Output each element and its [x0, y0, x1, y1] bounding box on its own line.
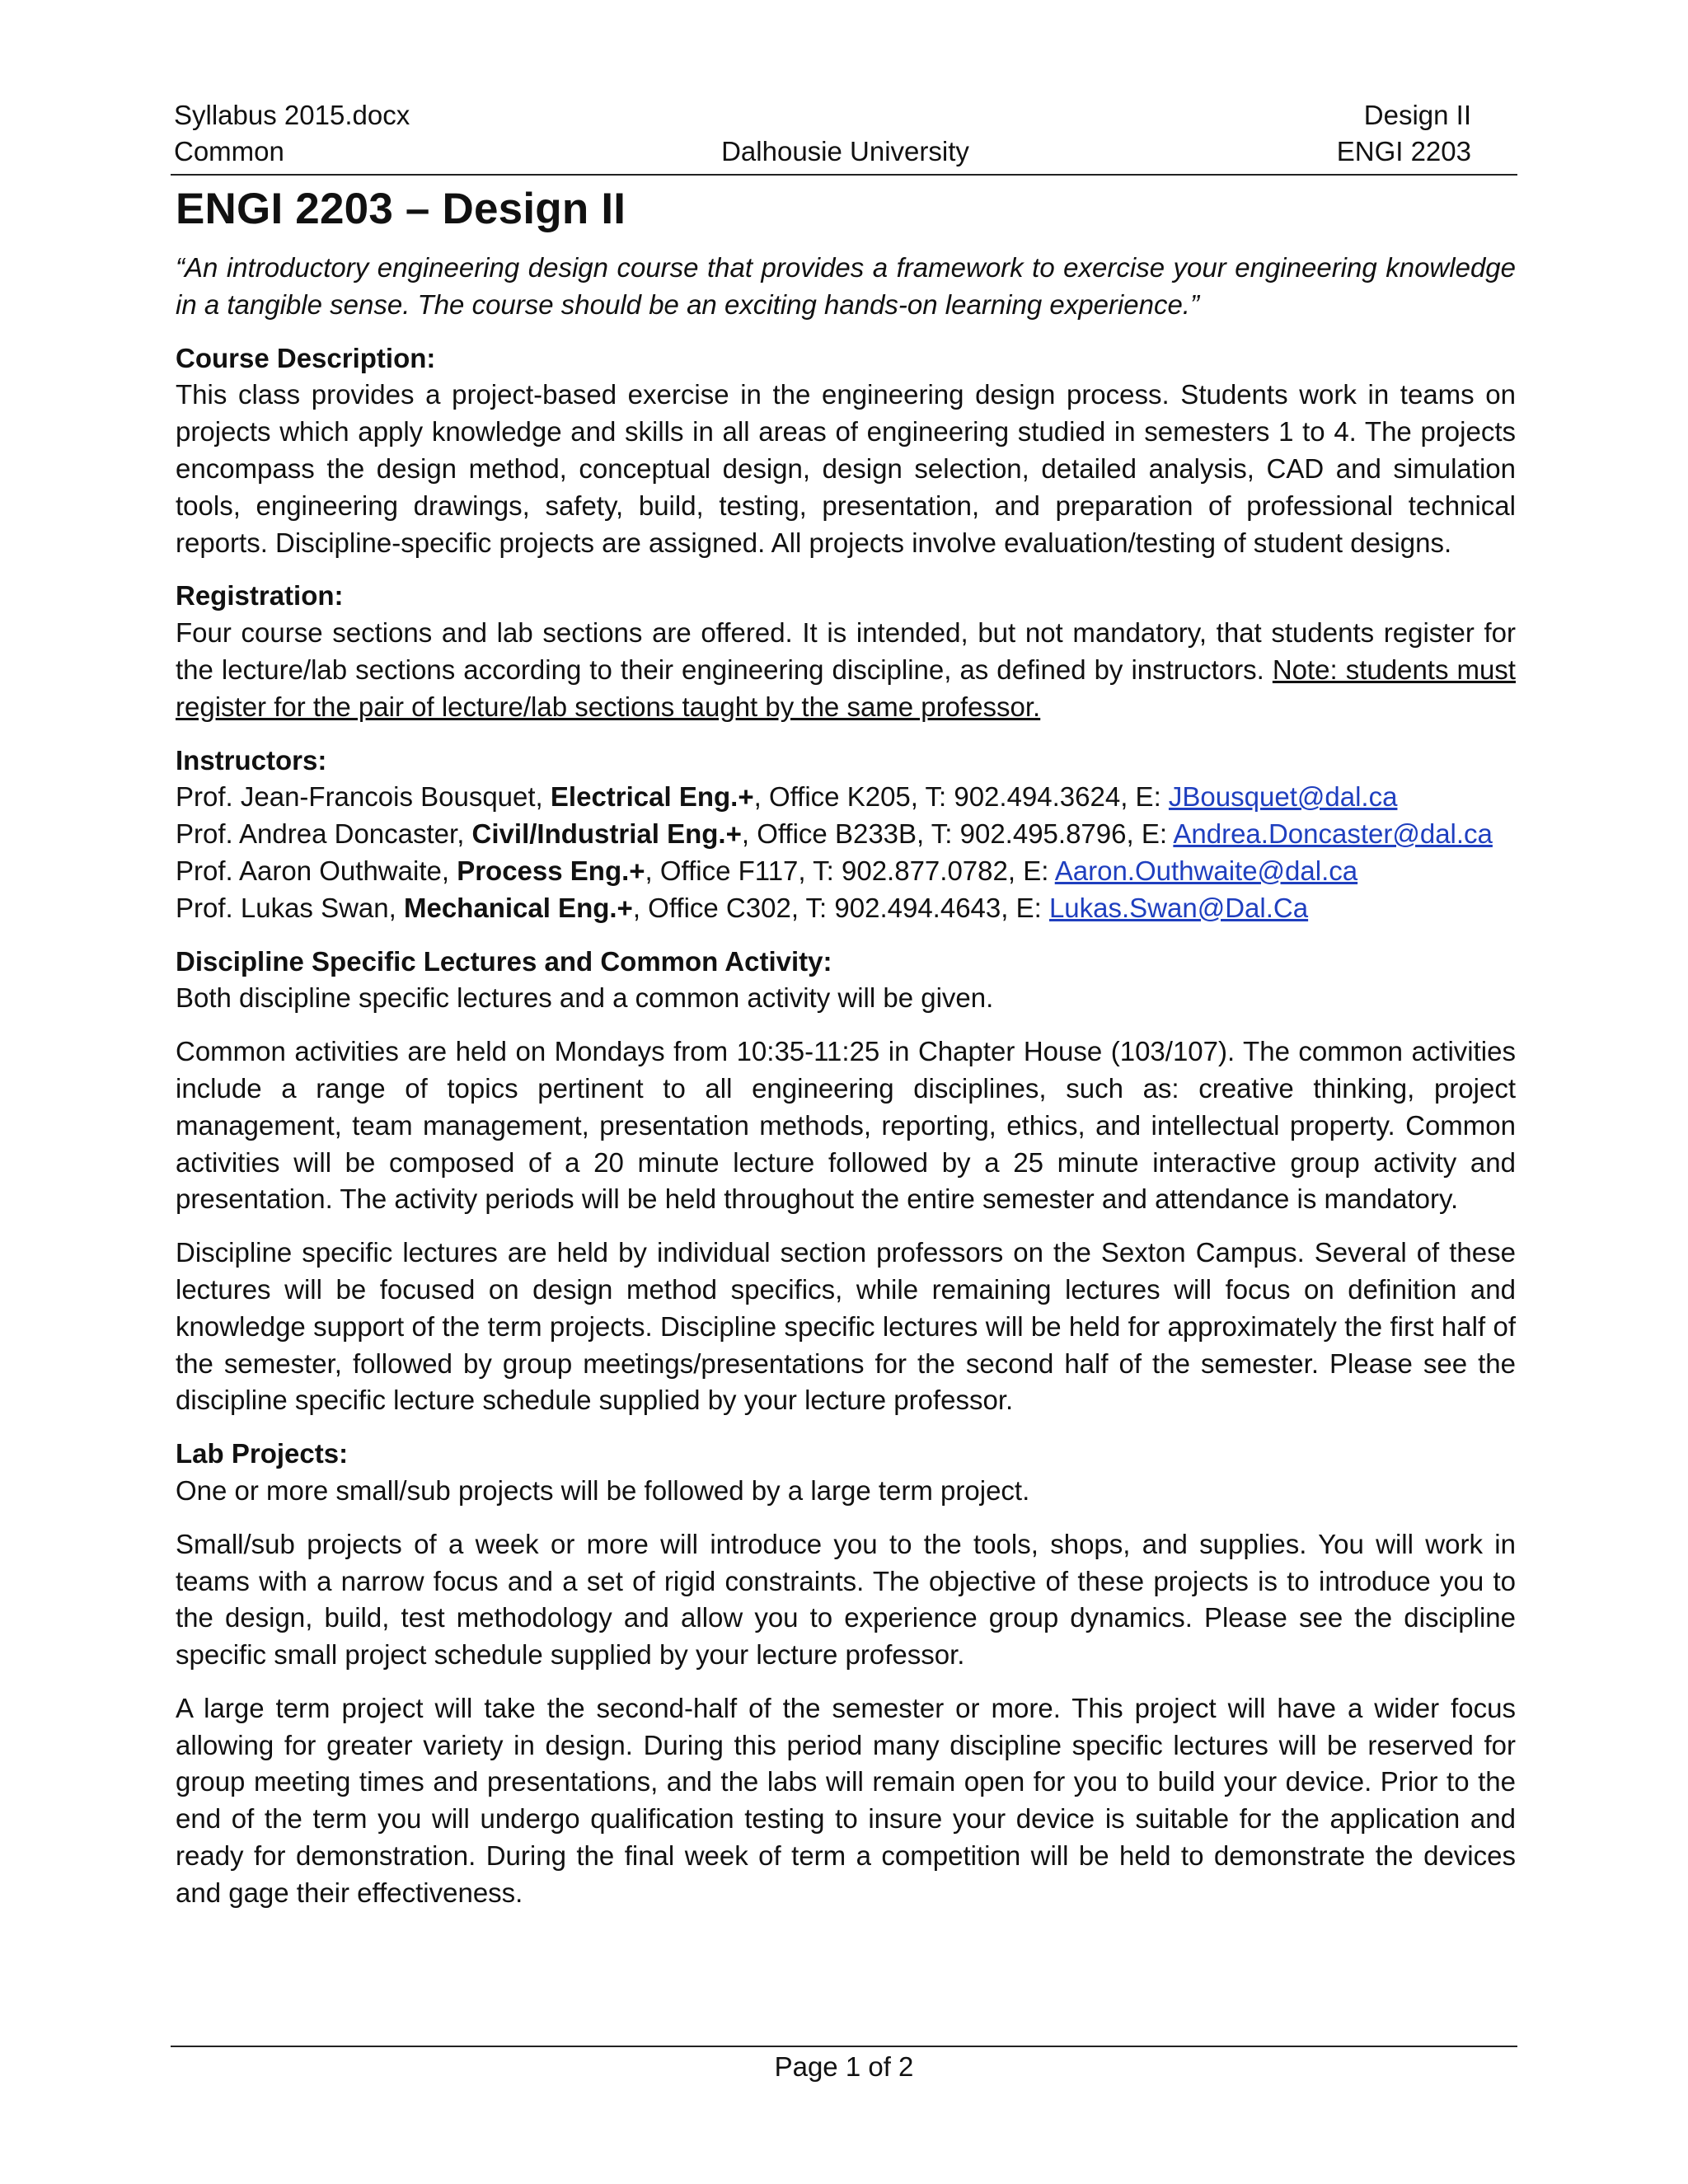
lab-projects-paragraph: A large term project will take the second-half of the semester or more. This project will have a wider focus allowing for greater variety in design. During this period many discipline specific lectures will be reserved for group meeting times and presentations, and the labs will remain open for you to build your device. Prior to the end of the term you will undergo qualification testing to insure your device is suitable for the application and ready for demonstration. During the final week of term a competition will be held to demonstrate the devices and gage their effectiveness. — [176, 1692, 1516, 1908]
course-description-heading: Course Description: — [176, 342, 436, 373]
lab-projects-paragraph: Small/sub projects of a week or more will introduce you to the tools, shops, and supplies. You will work in teams with a narrow focus and a set of rigid constraints. The objective of these projects is to introduce you to the design, build, test methodology and allow you to experience group dynamics. Please see the discipline specific small project schedule supplied by your lecture professor. — [176, 1528, 1516, 1671]
header-filename: Syllabus 2015.docx — [174, 100, 410, 130]
registration-note: Note: students must register for the pair of lecture/lab sections taught by the same professor. — [176, 654, 1516, 722]
lab-projects-section — [176, 1436, 1516, 1912]
header-university: Dalhousie University — [721, 136, 969, 166]
instructor-row: Prof. Andrea Doncaster, Civil/Industrial Eng.+, Office B233B, T: 902.495.8796, E: Andrea.Doncaster@dal.ca — [176, 818, 1493, 850]
header-divider — [171, 174, 1517, 176]
instructors-section — [176, 743, 1516, 927]
header-course-name: Design II — [1363, 100, 1471, 130]
page-number: Page 1 of 2 — [774, 2051, 914, 2082]
instructor-email-link[interactable]: Andrea.Doncaster@dal.ca — [1173, 818, 1493, 850]
lab-projects-paragraph: One or more small/sub projects will be followed by a large term project. — [176, 1474, 1030, 1506]
instructor-row: Prof. Lukas Swan, Mechanical Eng.+, Office C302, T: 902.494.4643, E: Lukas.Swan@Dal.Ca — [176, 892, 1309, 923]
instructor-row: Prof. Jean-Francois Bousquet, Electrical Eng.+, Office K205, T: 902.494.3624, E: JBousquet@dal.ca — [176, 781, 1398, 813]
header-common: Common — [174, 136, 284, 166]
registration-heading: Registration: — [176, 580, 344, 612]
page-header — [174, 97, 1517, 170]
footer-divider — [171, 2046, 1517, 2047]
registration-section — [176, 578, 1516, 725]
lectures-heading: Discipline Specific Lectures and Common Activity: — [176, 945, 832, 977]
lectures-paragraph: Discipline specific lectures are held by individual section professors on the Sexton Campus. Several of these lectures will be focused on design method specifics, while remaining lectures will focus on definition and knowledge support of the term projects. Discipline specific lectures will be held for approximately the first half of the semester, followed by group meetings/presentations for the second half of the semester. Please see the discipline specific lecture schedule supplied by your lecture professor. — [176, 1237, 1516, 1416]
course-description-text: This class provides a project-based exercise in the engineering design process. Students work in teams on projects which apply knowledge and skills in all areas of engineering studied in semesters 1 to 4. The projects encompass the design method, conceptual design, design selection, detailed analysis, CAD and simulation tools, engineering drawings, safety, build, testing, presentation, and preparation of professional technical reports. Discipline-specific projects are assigned. All projects involve evaluation/testing of student designs. — [176, 379, 1516, 558]
document-body — [176, 177, 1516, 1912]
instructors-heading: Instructors: — [176, 744, 327, 776]
instructor-email-link[interactable]: Aaron.Outhwaite@dal.ca — [1054, 855, 1358, 886]
lectures-paragraph: Common activities are held on Mondays from 10:35-11:25 in Chapter House (103/107). The common activities include a range of topics pertinent to all engineering disciplines, such as: creative thinking, project management, team management, presentation methods, reporting, ethics, and intellectual property. Common activities will be composed of a 20 minute lecture followed by a 25 minute interactive group activity and presentation. The activity periods will be held throughout the entire semester and attendance is mandatory. — [176, 1036, 1516, 1215]
instructor-email-link[interactable]: Lukas.Swan@Dal.Ca — [1048, 892, 1309, 923]
page-title: ENGI 2203 – Design II — [176, 185, 626, 233]
course-description-section — [176, 340, 1516, 562]
instructor-email-link[interactable]: JBousquet@dal.ca — [1168, 781, 1398, 813]
lectures-section — [176, 944, 1516, 1420]
lab-projects-heading: Lab Projects: — [176, 1438, 349, 1469]
lectures-paragraph: Both discipline specific lectures and a common activity will be given. — [176, 982, 994, 1014]
instructor-row: Prof. Aaron Outhwaite, Process Eng.+, Office F117, T: 902.877.0782, E: Aaron.Outhwaite@dal.ca — [176, 855, 1358, 886]
header-course-code: ENGI 2203 — [1336, 136, 1471, 166]
course-quote: “An introductory engineering design course that provides a framework to exercise your engineering knowledge in a tangible sense. The course should be an exciting hands-on learning experience.” — [176, 252, 1516, 320]
registration-text: Four course sections and lab sections are offered. It is intended, but not mandatory, that students register for the lecture/lab sections according to their engineering discipline, as defined by instructors. Note: students must register for the pair of lecture/lab sections taught by the same professor. — [176, 617, 1516, 722]
